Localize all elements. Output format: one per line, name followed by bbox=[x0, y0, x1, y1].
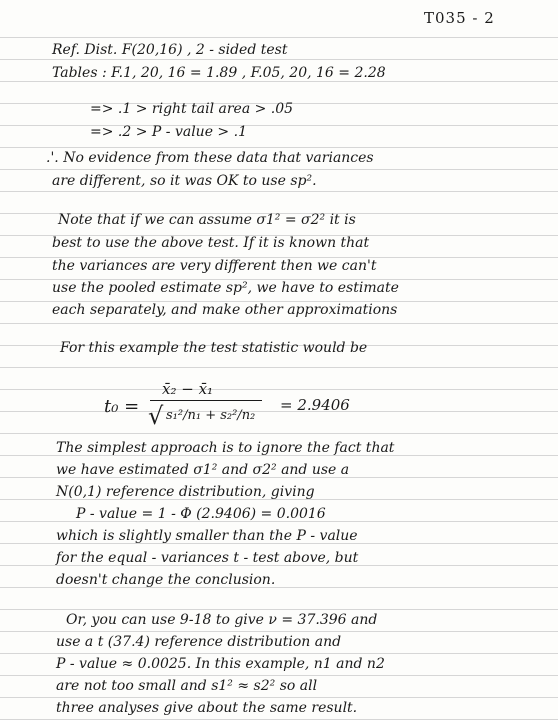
simplest-approach-line-1: The simplest approach is to ignore the fact that bbox=[56, 440, 395, 456]
test-statistic-intro: For this example the test statistic would be bbox=[60, 340, 368, 356]
simplest-approach-line-5: which is slightly smaller than the P - value bbox=[56, 528, 358, 544]
formula-numerator: x̄₂ − x̄₁ bbox=[162, 380, 214, 398]
page-reference: T035 - 2 bbox=[424, 9, 495, 27]
tables-line: Tables : F.1, 20, 16 = 1.89 , F.05, 20, 16 = 2.28 bbox=[52, 65, 386, 81]
conclusion-line: doesn't change the conclusion. bbox=[56, 572, 276, 588]
fraction-bar bbox=[150, 400, 262, 401]
note-line-2: best to use the above test. If it is known that bbox=[52, 235, 370, 251]
alternative-line-2: use a t (37.4) reference distribution and bbox=[56, 634, 342, 650]
simplest-approach-line-3: N(0,1) reference distribution, giving bbox=[56, 484, 315, 500]
formula-result: = 2.9406 bbox=[280, 396, 350, 414]
note-line-1: Note that if we can assume σ1² = σ2² it is bbox=[58, 212, 356, 228]
reference-distribution-line: Ref. Dist. F(20,16) , 2 - sided test bbox=[52, 42, 288, 58]
alternative-line-1: Or, you can use 9-18 to give ν = 37.396 and bbox=[66, 612, 378, 628]
note-line-5: each separately, and make other approximations bbox=[52, 302, 398, 318]
right-tail-area-line: => .1 > right tail area > .05 bbox=[90, 101, 294, 117]
p-value-normal-line: P - value = 1 - Φ (2.9406) = 0.0016 bbox=[76, 506, 326, 522]
note-line-4: use the pooled estimate sp², we have to estimate bbox=[52, 280, 399, 296]
simplest-approach-line-2: we have estimated σ1² and σ2² and use a bbox=[56, 462, 350, 478]
alternative-line-3: P - value ≈ 0.0025. In this example, n1 and n2 bbox=[56, 656, 385, 672]
note-line-3: the variances are very different then we can't bbox=[52, 258, 377, 274]
formula-denominator: s₁²/n₁ + s₂²/n₂ bbox=[166, 408, 256, 423]
simplest-approach-line-6: for the equal - variances t - test above, but bbox=[56, 550, 359, 566]
test-statistic-formula bbox=[104, 380, 434, 436]
variances-ok-line: are different, so it was OK to use sp². bbox=[52, 173, 317, 189]
no-evidence-line: .'. No evidence from these data that variances bbox=[46, 150, 374, 166]
alternative-line-4: are not too small and s1² ≈ s2² so all bbox=[56, 678, 318, 694]
p-value-range-line: => .2 > P - value > .1 bbox=[90, 124, 247, 140]
formula-lhs: t₀ = bbox=[104, 396, 140, 417]
square-root-symbol: √ bbox=[148, 402, 164, 430]
alternative-line-5: three analyses give about the same result. bbox=[56, 700, 358, 716]
